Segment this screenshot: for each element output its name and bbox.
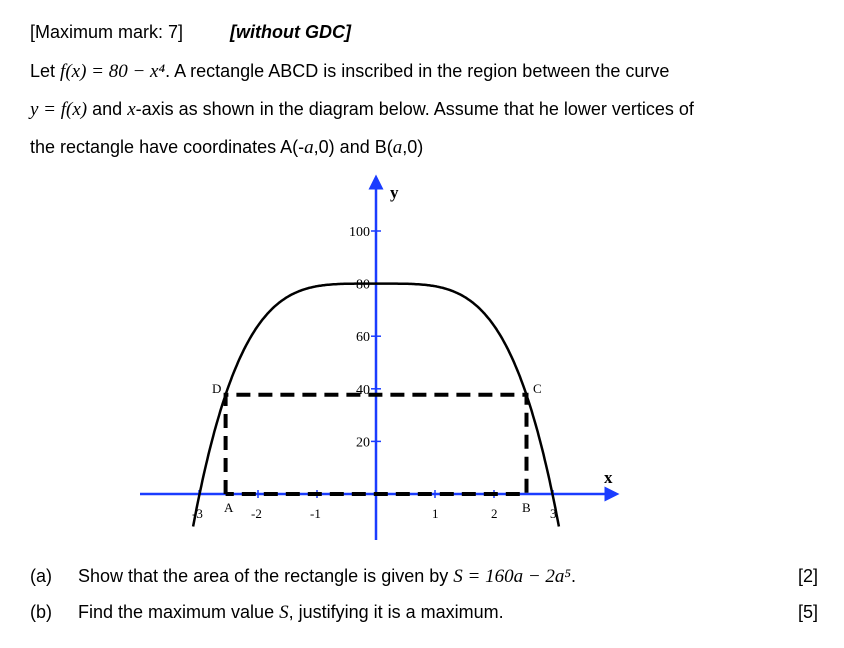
gdc-label: [without GDC] — [230, 22, 351, 42]
vertex-label-a: A — [224, 500, 234, 515]
question-b-label: (b) — [30, 602, 52, 622]
question-b-after: , justifying it is a maximum. — [288, 602, 504, 622]
curve-equation: y = f(x) — [30, 99, 88, 120]
question-a-text — [78, 566, 576, 588]
question-b-math: S — [279, 602, 289, 623]
intro-let: Let — [30, 61, 56, 81]
y-axis-label: y — [390, 183, 399, 202]
var-a-2: a — [392, 137, 403, 158]
y-tick-label: 20 — [356, 435, 370, 451]
y-tick-label: 40 — [356, 382, 370, 398]
intro-and: and — [92, 99, 123, 119]
x-axis-label: x — [604, 468, 613, 487]
y-tick-label: 100 — [349, 225, 370, 240]
x-tick-label: -1 — [310, 506, 321, 521]
question-b-text — [78, 602, 504, 624]
intro-line-3a: the rectangle have coordinates A(- — [30, 137, 305, 157]
intro-line-3b: ,0) and B( — [313, 137, 393, 157]
vertex-label-c: C — [533, 381, 542, 396]
y-tick-label: 80 — [356, 277, 370, 293]
question-a-math: S = 160a − 2a⁵ — [453, 566, 571, 587]
question-a-marks: [2] — [797, 566, 818, 586]
question-b-marks: [5] — [797, 602, 818, 622]
question-a-after: . — [571, 566, 577, 586]
x-tick-label: 3 — [550, 506, 557, 521]
max-mark-label: [Maximum mark: 7] — [30, 22, 184, 42]
vertex-label-b: B — [522, 500, 531, 515]
x-tick-label: -3 — [192, 506, 203, 521]
intro-line-1-rest: . A rectangle ABCD is inscribed in the region between the curve — [165, 61, 670, 81]
x-tick-label: 2 — [491, 506, 498, 521]
var-a-1: a — [304, 137, 314, 158]
x-variable: x — [127, 99, 136, 120]
question-a-label: (a) — [30, 566, 52, 586]
intro-line-2-rest: -axis as shown in the diagram below. Assume that he lower vertices of — [135, 99, 694, 119]
vertex-label-d: D — [212, 381, 222, 396]
question-a-before: Show that the area of the rectangle is given by — [78, 566, 449, 586]
function-definition: f(x) = 80 − x⁴ — [60, 61, 166, 82]
x-tick-label: -2 — [251, 506, 262, 521]
y-tick-label: 60 — [356, 330, 370, 346]
x-tick-label: 1 — [432, 506, 439, 521]
intro-line-3c: ,0) — [402, 137, 424, 157]
question-b-before: Find the maximum value — [78, 602, 275, 622]
